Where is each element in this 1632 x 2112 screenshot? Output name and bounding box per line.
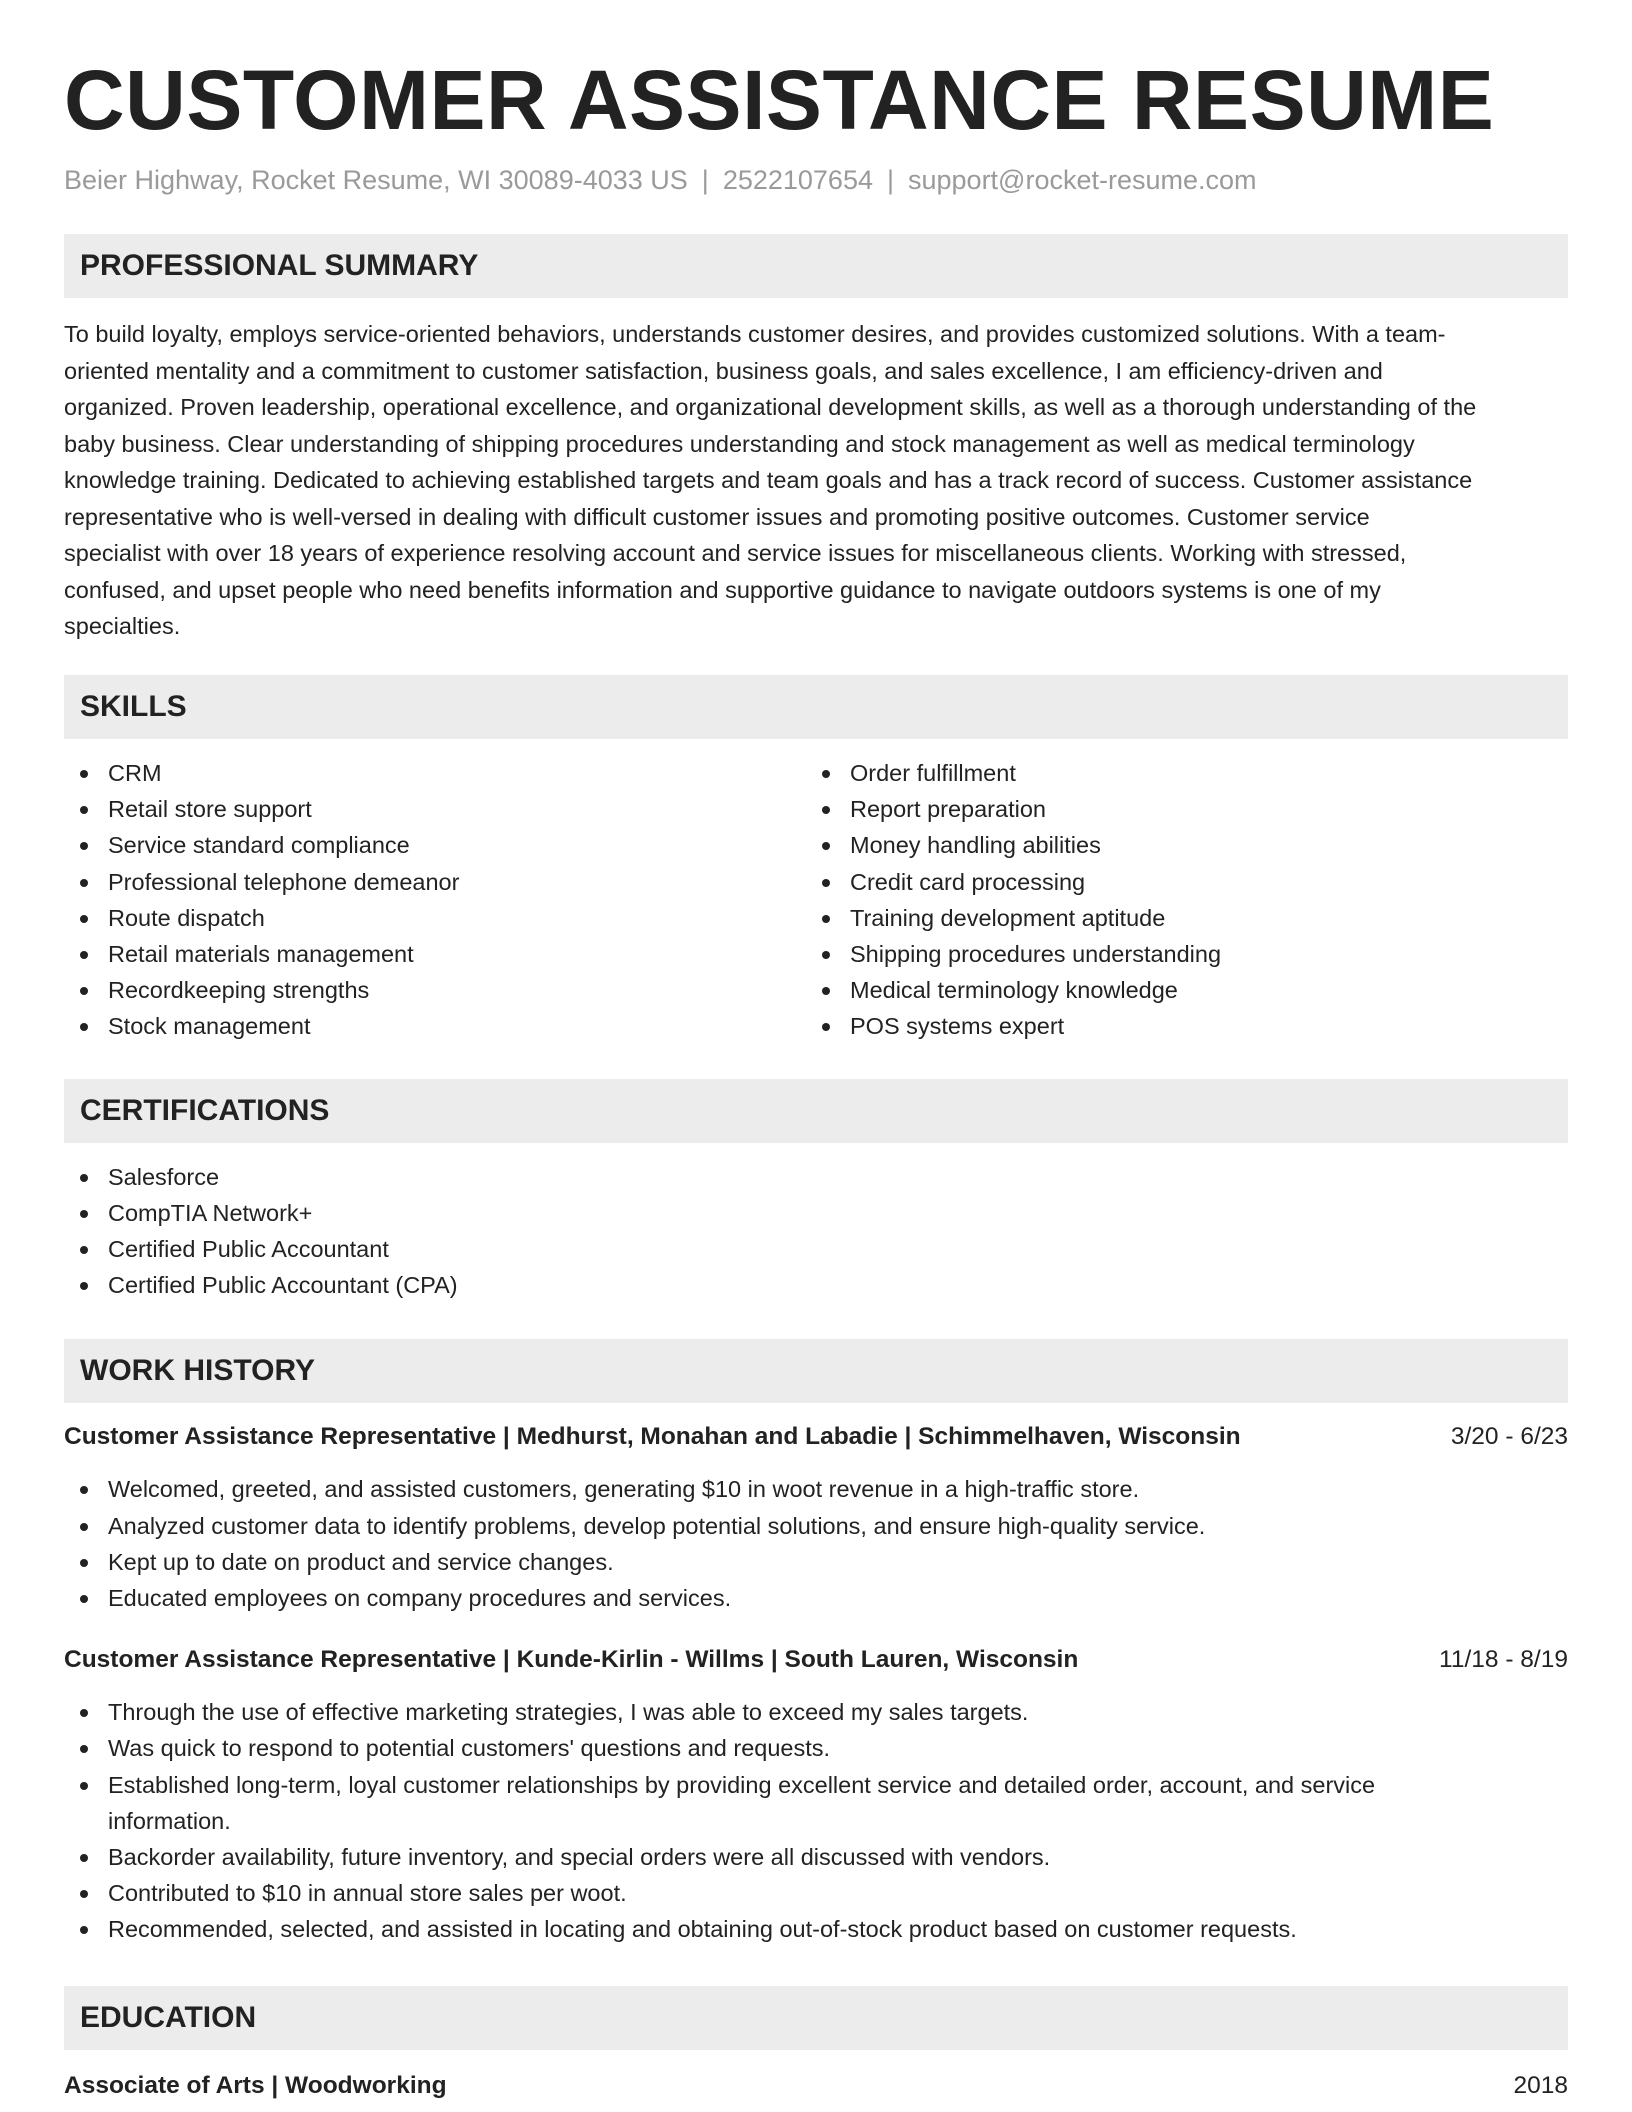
- contact-line: [64, 164, 1568, 196]
- resume-title: CUSTOMER ASSISTANCE RESUME: [64, 53, 1495, 147]
- skill-item: Route dispatch: [64, 900, 806, 936]
- education-year: 2018: [1513, 2071, 1568, 2099]
- job-bullets: [64, 1694, 1568, 1947]
- summary-line: confused, and upset people who need benefits information and supportive guidance to navigate outdoors systems is one of my: [64, 576, 1381, 603]
- education-degree: Associate of Arts | Woodworking: [64, 2071, 447, 2099]
- certification-item: Certified Public Accountant (CPA): [64, 1267, 1568, 1303]
- skill-item: Service standard compliance: [64, 827, 806, 863]
- skill-item: Professional telephone demeanor: [64, 864, 806, 900]
- certification-item: CompTIA Network+: [64, 1195, 1568, 1231]
- summary-line: specialties.: [64, 613, 181, 640]
- education-heading: EDUCATION: [64, 1986, 1568, 2050]
- skill-item: Retail materials management: [64, 936, 806, 972]
- job-header: [64, 1644, 1568, 1676]
- job-bullet: Welcomed, greeted, and assisted customers, generating $10 in woot revenue in a high-traffic store.: [64, 1471, 1568, 1507]
- skill-item: Training development aptitude: [806, 900, 1548, 936]
- certification-item: Salesforce: [64, 1159, 1568, 1195]
- summary-text: [64, 316, 1568, 645]
- skill-item: Report preparation: [806, 791, 1548, 827]
- skill-item: CRM: [64, 755, 806, 791]
- skill-item: Retail store support: [64, 791, 806, 827]
- job-entry: [64, 1644, 1568, 1947]
- skill-item: Money handling abilities: [806, 827, 1548, 863]
- job-bullet: Analyzed customer data to identify problems, develop potential solutions, and ensure high-quality service.: [64, 1508, 1568, 1544]
- job-title: Customer Assistance Representative | Kunde-Kirlin - Willms | South Lauren, Wisconsin: [64, 1646, 1079, 1674]
- summary-line: baby business. Clear understanding of shipping procedures understanding and stock management as well as medical terminology: [64, 430, 1415, 457]
- summary-heading: PROFESSIONAL SUMMARY: [64, 234, 1568, 298]
- job-bullet: Established long-term, loyal customer relationships by providing excellent service and detailed order, account, and service: [64, 1767, 1568, 1803]
- job-entry: [64, 1421, 1568, 1616]
- contact-separator: |: [886, 165, 894, 195]
- job-dates: 3/20 - 6/23: [1450, 1423, 1568, 1451]
- skills-heading: SKILLS: [64, 675, 1568, 739]
- job-header: [64, 1421, 1568, 1453]
- skills-column-left: [64, 755, 806, 1045]
- skill-item: Credit card processing: [806, 864, 1548, 900]
- certification-item: Certified Public Accountant: [64, 1231, 1568, 1267]
- job-bullet: Kept up to date on product and service changes.: [64, 1544, 1568, 1580]
- summary-line: To build loyalty, employs service-oriented behaviors, understands customer desires, and provides customized solutions. With a team-: [64, 321, 1446, 348]
- skill-item: Recordkeeping strengths: [64, 972, 806, 1008]
- skill-item: Medical terminology knowledge: [806, 972, 1548, 1008]
- skill-item: POS systems expert: [806, 1008, 1548, 1044]
- job-title: Customer Assistance Representative | Medhurst, Monahan and Labadie | Schimmelhaven, Wisconsin: [64, 1423, 1241, 1451]
- skill-item: Order fulfillment: [806, 755, 1548, 791]
- summary-line: oriented mentality and a commitment to customer satisfaction, business goals, and sales excellence, I am efficiency-driven and: [64, 357, 1383, 384]
- certifications-heading: CERTIFICATIONS: [64, 1079, 1568, 1143]
- summary-line: representative who is well-versed in dealing with difficult customer issues and promoting positive outcomes. Customer service: [64, 503, 1370, 530]
- skills-list: [64, 755, 1568, 1045]
- work-history-heading: WORK HISTORY: [64, 1339, 1568, 1403]
- contact-email: support@rocket-resume.com: [908, 165, 1257, 195]
- summary-line: specialist with over 18 years of experience resolving account and service issues for miscellaneous clients. Working with stressed,: [64, 540, 1407, 567]
- contact-address: Beier Highway, Rocket Resume, WI 30089-4033 US: [64, 165, 688, 195]
- job-bullets: [64, 1471, 1568, 1616]
- education-entry: [64, 2070, 1568, 2102]
- skill-item: Stock management: [64, 1008, 806, 1044]
- job-bullet: Contributed to $10 in annual store sales per woot.: [64, 1875, 1568, 1911]
- contact-phone: 2522107654: [722, 165, 873, 195]
- summary-line: organized. Proven leadership, operational excellence, and organizational development skills, as well as a thorough understanding of the: [64, 394, 1477, 421]
- certifications-list: [64, 1159, 1568, 1304]
- job-bullet: Through the use of effective marketing strategies, I was able to exceed my sales targets.: [64, 1694, 1568, 1730]
- job-bullet-continuation: information.: [108, 1807, 231, 1834]
- skill-item: Shipping procedures understanding: [806, 936, 1548, 972]
- contact-separator: |: [701, 165, 709, 195]
- summary-line: knowledge training. Dedicated to achieving established targets and team goals and has a track record of success. Customer assistance: [64, 467, 1473, 494]
- job-bullet: Recommended, selected, and assisted in locating and obtaining out-of-stock product based on customer requests.: [64, 1911, 1568, 1947]
- skills-column-right: [806, 755, 1548, 1045]
- job-dates: 11/18 - 8/19: [1439, 1646, 1568, 1674]
- job-bullet: Educated employees on company procedures and services.: [64, 1580, 1568, 1616]
- job-bullet: Was quick to respond to potential customers' questions and requests.: [64, 1730, 1568, 1766]
- job-bullet: Backorder availability, future inventory, and special orders were all discussed with vendors.: [64, 1839, 1568, 1875]
